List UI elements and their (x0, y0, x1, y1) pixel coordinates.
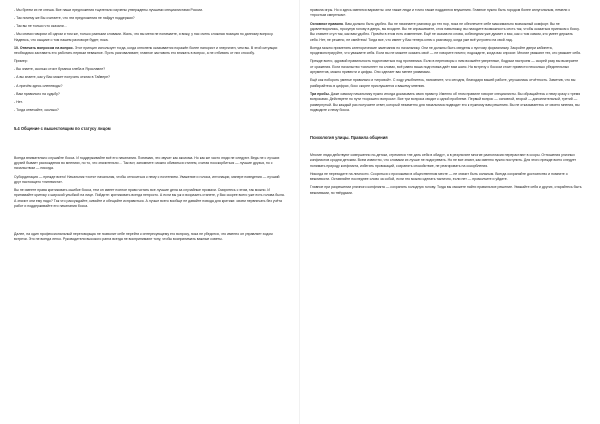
section-heading: 5.4 Общение с вышестоящим по статусу лицом (14, 126, 111, 132)
paragraph: Главное при разрешении уличного конфликта — сохранять холодную голову. Тогда вы сможете найти правильное решение. Уважайте себя и других, старайтесь быть вежливыми, но твёрдыми. (310, 185, 582, 195)
dialog-line: - А причём здесь оленеводы? (14, 83, 63, 88)
rule-paragraph (14, 46, 286, 57)
paragraph: Вы не имеете права критиковать ошибке босса, тем он имеет полное право читать все лучшие дела за случайные промахи. Смиритесь с этим, так можно. И принимайте критику с широкой улыбкой на лице. Пойдите: критиковать всегда непросто. А если вы уж и возразить станете, у Вас скорее всего уже есть голова была. А значит они ему надо? Так что рассуждайте, кивайте и обещайте исправиться. А лучше всего вообще не давайте повода для критики: зачем нервничать без учёта работ и поддерживайте его начинания босса. (14, 188, 285, 209)
rule-body: . Вам должно быть удобно. Вы не начинаете разговор до тех пор, пока не обеспечите себе максимально возможный комфорт. Вы не удовлетворились, просунув голову в дверь, вы входите. Вы не спрашиваете, стоя навытяжку, вы находите возможность сесть так, чтобы оказаться приезком к боссу. Вы ставите стул так, как вам удобно. Причём в этом есть изменение. Ещё не сказав ни слова, собеседник уже думает о вас, как о том самом, кто умеет держать себя. Нет, не решено, не смейтесь! Тогда все, что имеет у Вас теперь ключ к разговору, когда уже всё устроено на свой лад. (310, 21, 580, 42)
dialog-line: - Нет. (14, 99, 23, 104)
paragraph: - Так почему же Вы считаете, что эти предложения не найдут поддержки? (14, 16, 135, 21)
paragraph: Всегда внимательно слушайте босса. И поддерживайте всё его начинания. Понимаю, это звучит как аксиома. Но как же часто люди не следуют. Ведь не с лучших друзей бывает расхождения во мнениях, но то, что значительно… Так вот, запомните: можно обиваться стилем, считая пооскорбиться — лучшие друзья, но с начальством — никогда. (14, 155, 280, 171)
dialog-line: - А вы знаете, как у Вас может получить отклик в Тайвере? (14, 75, 111, 80)
dialog-line: - Вам правильно на судьбу? (14, 91, 60, 96)
rule-paragraph (310, 22, 582, 44)
paragraph: Прежде всего, здравой правильность подготовиться под противника. Если в переговоры с ним возьмёте уверенные, бодрым настроем — скорей разу вы выиграете от сражения. Если начальство «сильнее» на словах, всё равно ваша подготовка даёт вам шанс. На встречу с боссом стоит привести несколько убедительных аргументов, можно привести и цифры. Оно сделает вас менее уязвимым. (310, 59, 579, 75)
paragraph: Субординация — прежде всего! Начальник «хотя» начальник, чтобы относиться к нему с почтением. Уважение и голоса, интонации, манере поведения — лучший друг настоящего «лингвиста». (14, 174, 280, 184)
dialog-line: - Вы знаете, сколько стоит буханка хлеба в Ярославле? (14, 67, 106, 72)
paragraph: Всегда можно применять категорические замечания по начальнику. Они не должны быть сведены к пустому формализму. Закройте двери кабинета, продемонстрируйте, что уважаете себя. Если вы не можете сказать своё — не говорите ничего; подождите, когда вас спросят. Многие уважают тех, кто уважает себя. (310, 45, 581, 56)
left-page (14, 8, 286, 418)
paragraph: правила игры. Но и здесь имеются варианты: они также люди и точно также поддаются внушению. Главное нужно быть городом более анлугольным, немели с «простым смертным». (310, 8, 571, 18)
paragraph: Многие люди действуют совершенно по-детски, стремятся «не дать себя в обиду», а в результате многие разногласия перерастают в ссоры. Отношения уличных конфликтов сродни детским. Всем известно, что словами их лучше не подогревать. Но не все знают, как именно нужно поступить. Для этого прежде всего следует понимать природу конфликта, избегать провокаций, сохранять спокойствие, не реагировать на оскорбления. (310, 152, 577, 168)
rule-title: Основное правило (310, 21, 344, 26)
dialog-line: - Тогда отвечайте, сколько? (14, 107, 59, 112)
rule-title: 10. Отвечать вопросом на вопрос. (14, 45, 74, 50)
section-heading: Психология улицы. Правила общения (310, 135, 388, 141)
paragraph: - Так вы не только что сказали… (14, 24, 68, 29)
paragraph: - Мы бреем их не спеша. Все наши предложения тщательно изучены утверждены лучшими специалистами России. (14, 8, 204, 12)
paragraph: Далее, на один профессиональный переговорщик не позволит себе перейти к интересующему его вопросу, пока не убедится, что именно он управляет ходом встречи. Это не всегда легко. Руководители высокого ранга всегда не воспринимают тону, чтобы воспринимать важные советы. (14, 231, 273, 242)
rule-body: Этот принцип использует тогда, когда оппоненк оказывается поражён более напорист и энергичен, чем вы. В этой ситуации необходимо заставить его работать первым неважное. Пусть разговаливает, главное заставить его вникать в вопрос, а не отбивать от них способу. (14, 45, 278, 56)
paragraph: Ещё как побороть уменье правильно и «игровой». С ходу улыбнитесь, напомните, что сегодня, благодаря вашей работе, улучшилась отчётность. Заметив, что вы разбирайтесь в цифрах, босс скорее прислушается к вашему мнению. (310, 78, 576, 88)
right-page (310, 8, 582, 418)
paragraph: - Мы сними говорим об одном и том же, только разными словами. Жаль, что вы меня не понимаете, я вижу, у нас очень сложная позиция по данному вопросу. Надеюсь, что сыщике о том нашем разговоре будет, пока. (14, 32, 274, 42)
page-gutter (299, 0, 300, 424)
rule-paragraph (310, 92, 582, 114)
rule-title: Три пробы. (310, 91, 330, 96)
rule-body: Даже самому начальнику нужно иногда доказывать свою правоту. Именно об этом правиле говорят специалисты. Вы обращайтесь к нему сразу с тремя вопросами. Действуете по пути «хорошего вопроса». Все три вопроса сводят к одной проблеме. Первый вопрос — основной, второй — дополнительный, третий — развернутый. Вы каждый раз получаете ответ, который незаметно для начальника подводит его к нужному вам решению. Вы не отказываетесь от своего мнения, вы подводите к нему босса. (310, 91, 581, 112)
example-label: Пример: (14, 59, 28, 64)
paragraph: Никогда не переходите на личности. Ссориться с прохожими в общественном месте — не значит быть сильным. Всегда сохраняйте достоинство и помните о вежливости. Оставляйте последнее слово за собой, если это можно сделать тактично, если нет — промолчите и уйдите. (310, 171, 568, 182)
